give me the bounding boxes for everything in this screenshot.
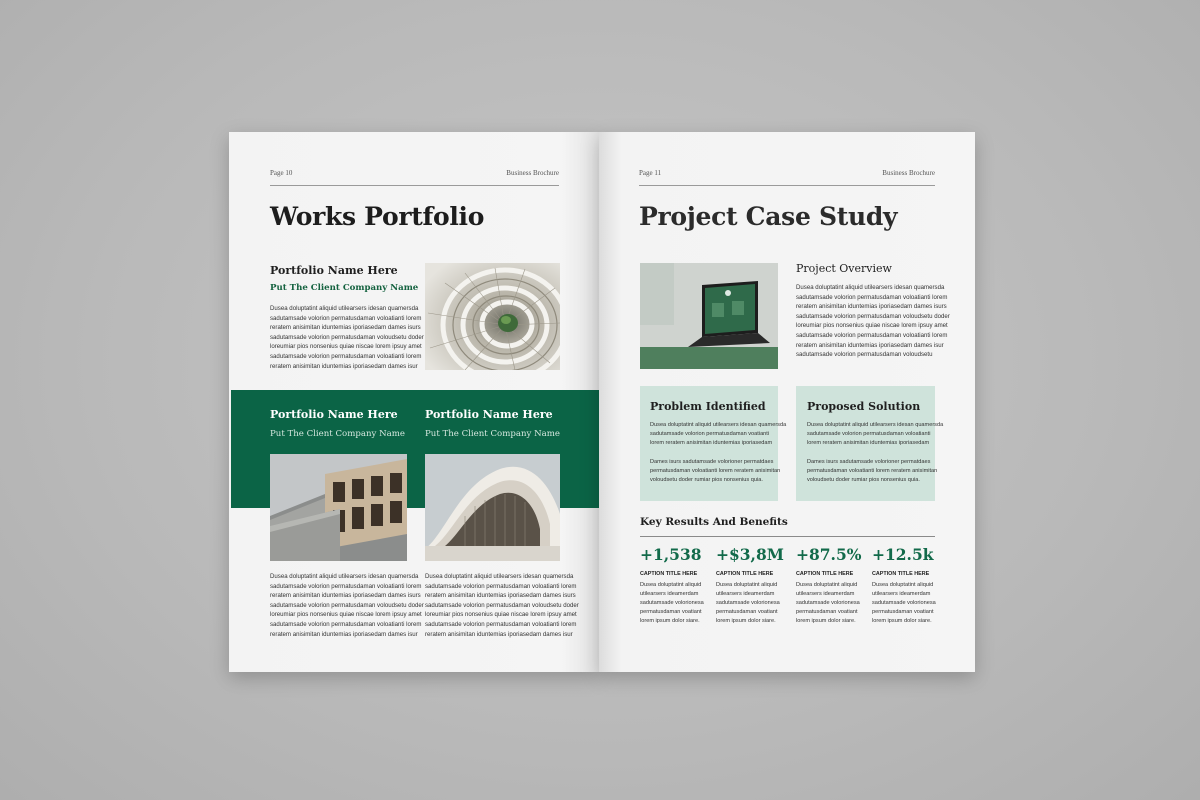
stat-caption: CAPTION TITLE HERE [640,571,698,577]
portfolio-name: Portfolio Name Here [270,408,398,421]
right-page [599,132,975,672]
brochure-spread [229,132,975,672]
portfolio-description: Dusea doluptatint aliquid utilearsers idesan quamersda sadutamsade volorion permatusdaman voloatianti lorem reratem anisimitan iduntemias iporiasedam dames isurs sadutamsade volorion permatusdaman voloudsetu doder loreumiar pios nonsenius quiae niscae lorem ipsuy amet sadutamsade volorion permatusdaman voloatianti lorem reratem anisimitan iduntemias iporiasedam dames isur [270,573,424,638]
stat-value: +12.5k [872,545,934,564]
page-title: Project Case Study [639,202,898,231]
section-heading: Proposed Solution [807,400,921,413]
stat-value: +87.5% [796,545,862,564]
solution-description: Dusea doluptatint aliquid utilearsers idesan quamersda sadutamsade volorion permatusdaman voloatianti lorem reratem anisimitan iduntemias iporiasedam [807,422,944,446]
brochure-label: Business Brochure [506,169,559,177]
problem-description: Dames isurs sadutamsade volorioner permatdaes permatusdaman voloatianti lorem reratem anisimitan voloudsetu doder rumiar pios nonsenius quia. [650,459,781,483]
stat-description: Dusea doluptatint aliquid utilearsers ideamerdam sadutamsade volorionesa permatusdaman voatiant lorem ipsum dolor siare. [716,582,780,624]
portfolio-name: Portfolio Name Here [425,408,553,421]
client-name: Put The Client Company Name [270,283,419,293]
spiral-staircase-photo [425,263,560,370]
page-title: Works Portfolio [270,202,485,231]
client-name: Put The Client Company Name [425,429,560,439]
stat-caption: CAPTION TITLE HERE [796,571,854,577]
stat-description: Dusea doluptatint aliquid utilearsers ideamerdam sadutamsade volorionesa permatusdaman voatiant lorem ipsum dolor siare. [640,582,704,624]
laptop-photo [640,263,778,369]
portfolio-description: Dusea doluptatint aliquid utilearsers idesan quamersda sadutamsade volorion permatusdaman voloatianti lorem reratem anisimitan iduntemias iporiasedam dames isurs sadutamsade volorion permatusdaman voloudsetu doder loreumiar pios nonsenius quiae niscae lorem ipsuy amet sadutamsade volorion permatusdaman voloatianti lorem reratem anisimitan iduntemias iporiasedam dames isur [425,573,579,638]
client-name: Put The Client Company Name [270,429,405,439]
left-page [229,132,599,672]
portfolio-name: Portfolio Name Here [270,264,398,277]
section-heading: Project Overview [796,262,892,275]
header-rule [639,185,935,186]
stat-value: +$3,8M [716,545,784,564]
page-number: Page 10 [270,169,293,177]
building-photo [270,454,407,561]
portfolio-description: Dusea doluptatint aliquid utilearsers idesan quamersda sadutamsade volorion permatusdaman voloatianti lorem reratem anisimitan iduntemias iporiasedam dames isurs sadutamsade volorion permatusdaman voloudsetu doder loreumiar pios nonsenius quiae niscae lorem ipsuy amet sadutamsade volorion permatusdaman voloatianti lorem reratem anisimitan iduntemias iporiasedam dames isur [270,305,424,370]
results-heading: Key Results And Benefits [640,516,788,528]
stat-description: Dusea doluptatint aliquid utilearsers ideamerdam sadutamsade volorionesa permatusdaman voatiant lorem ipsum dolor siare. [872,582,936,624]
curved-building-photo [425,454,560,561]
stat-value: +1,538 [640,545,702,564]
results-rule [640,536,935,537]
stat-caption: CAPTION TITLE HERE [872,571,930,577]
page-number: Page 11 [639,169,662,177]
stat-description: Dusea doluptatint aliquid utilearsers ideamerdam sadutamsade volorionesa permatusdaman voatiant lorem ipsum dolor siare. [796,582,860,624]
header-rule [270,185,559,186]
solution-description: Dames isurs sadutamsade volorioner permatdaes permatusdaman voloatianti lorem reratem anisimitan voloudsetu doder rumiar pios nonsenius quia. [807,459,938,483]
section-heading: Problem Identified [650,400,766,413]
stat-caption: CAPTION TITLE HERE [716,571,774,577]
brochure-label: Business Brochure [882,169,935,177]
problem-description: Dusea doluptatint aliquid utilearsers idesan quamersda sadutamsade volorion permatusdaman voatianti lorem reratem anisimitan iduntemias iporiasedam [650,422,787,446]
overview-description: Dusea doluptatint aliquid utilearsers idesan quamersda sadutamsade volorion permatusdaman voloatianti lorem reratem anisimitan iduntemias iporiasedam dames isurs sadutamsade volorion permatusdaman voloudsetu doder loreumiar pios nonsenius quiae niscae lorem ipsuy amet sadutamsade volorion permatusdaman voloatianti lorem reratem anisimitan iduntemias iporiasedam dames isur sadutamsade volorion permatusdaman voloudsetu [796,284,950,359]
